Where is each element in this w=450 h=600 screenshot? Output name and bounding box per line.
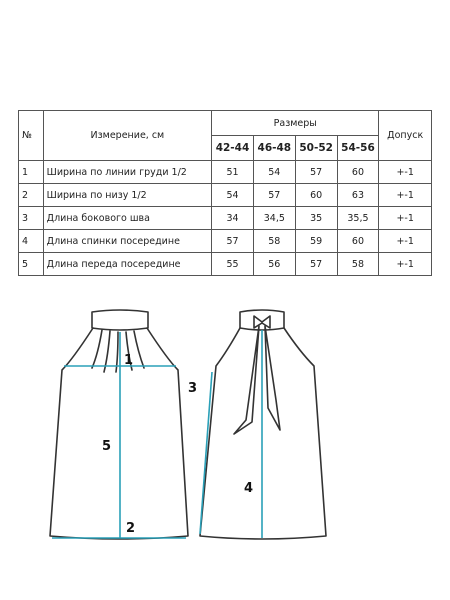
row-name: Ширина по линии груди 1/2 bbox=[43, 161, 211, 184]
header-num: № bbox=[19, 111, 44, 161]
row-num: 3 bbox=[19, 207, 44, 230]
row-value: 34,5 bbox=[253, 207, 295, 230]
back-body-outline bbox=[200, 328, 326, 539]
row-value: 57 bbox=[295, 161, 337, 184]
header-tolerance: Допуск bbox=[379, 111, 432, 161]
garment-diagram bbox=[40, 300, 340, 550]
front-view bbox=[50, 310, 188, 539]
label-front-hem: 2 bbox=[126, 521, 136, 536]
row-value: 60 bbox=[337, 230, 379, 253]
row-tolerance: +-1 bbox=[379, 230, 432, 253]
row-num: 4 bbox=[19, 230, 44, 253]
row-tolerance: +-1 bbox=[379, 184, 432, 207]
size-table bbox=[18, 110, 432, 276]
row-value: 58 bbox=[337, 253, 379, 276]
row-value: 55 bbox=[212, 253, 254, 276]
row-value: 57 bbox=[295, 253, 337, 276]
front-collar bbox=[92, 310, 148, 330]
row-value: 34 bbox=[212, 207, 254, 230]
row-value: 60 bbox=[337, 161, 379, 184]
label-side-seam: 3 bbox=[188, 381, 198, 396]
row-value: 63 bbox=[337, 184, 379, 207]
row-value: 58 bbox=[253, 230, 295, 253]
size-label: 46-48 bbox=[253, 136, 295, 161]
table-row bbox=[19, 253, 432, 276]
row-name: Длина бокового шва bbox=[43, 207, 211, 230]
table-row bbox=[19, 161, 432, 184]
row-num: 1 bbox=[19, 161, 44, 184]
row-value: 59 bbox=[295, 230, 337, 253]
row-name: Длина переда посередине bbox=[43, 253, 211, 276]
back-tie-left bbox=[234, 326, 259, 434]
back-collar bbox=[240, 310, 284, 330]
row-value: 56 bbox=[253, 253, 295, 276]
table-row bbox=[19, 230, 432, 253]
size-label: 54-56 bbox=[337, 136, 379, 161]
row-name: Ширина по низу 1/2 bbox=[43, 184, 211, 207]
row-num: 5 bbox=[19, 253, 44, 276]
row-tolerance: +-1 bbox=[379, 161, 432, 184]
back-view bbox=[200, 310, 326, 539]
row-value: 35,5 bbox=[337, 207, 379, 230]
row-tolerance: +-1 bbox=[379, 207, 432, 230]
row-value: 54 bbox=[212, 184, 254, 207]
table-header-row bbox=[19, 111, 432, 136]
row-value: 51 bbox=[212, 161, 254, 184]
measure-line-side-seam bbox=[200, 372, 212, 534]
back-tie-right bbox=[265, 326, 280, 430]
label-back-length: 4 bbox=[244, 481, 254, 496]
row-value: 35 bbox=[295, 207, 337, 230]
row-value: 57 bbox=[253, 184, 295, 207]
size-label: 50-52 bbox=[295, 136, 337, 161]
row-name: Длина спинки посередине bbox=[43, 230, 211, 253]
row-tolerance: +-1 bbox=[379, 253, 432, 276]
label-front-chest: 1 bbox=[124, 353, 134, 368]
front-body-outline bbox=[50, 328, 188, 539]
row-value: 60 bbox=[295, 184, 337, 207]
label-front-length: 5 bbox=[102, 439, 112, 454]
size-label: 42-44 bbox=[212, 136, 254, 161]
row-value: 54 bbox=[253, 161, 295, 184]
back-bow bbox=[254, 316, 270, 328]
row-num: 2 bbox=[19, 184, 44, 207]
header-sizes: Размеры bbox=[212, 111, 379, 136]
table-row bbox=[19, 207, 432, 230]
header-measure: Измерение, см bbox=[43, 111, 211, 161]
table-row bbox=[19, 184, 432, 207]
row-value: 57 bbox=[212, 230, 254, 253]
